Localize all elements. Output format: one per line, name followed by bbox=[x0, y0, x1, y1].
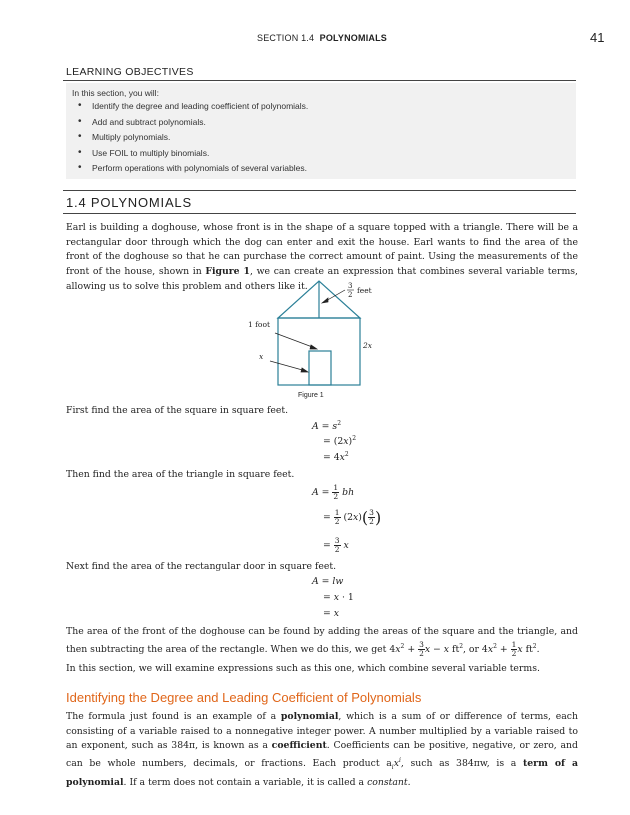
square-eq-2: = $(2x)^2$ bbox=[323, 435, 357, 448]
square-eq-3: = $4x^2$ bbox=[323, 451, 349, 464]
polynomial-paragraph: The formula just found is an example of a polynomial, which is a sum of or difference of terms, each consisting of a variable raised to a nonnegative integer power. A number multiplied by a variable raised to an exponent, such as 384π, is known as a coefficient. Coefficients can be positive, negative, or zero, and can be whole numbers, decimals, or fractions. Each product $a_ix^i$, such as 384πw, is a term of a polynomial. If a term does not contain a variable, it is called a constant. bbox=[66, 711, 578, 788]
figure-caption: Figure 1 bbox=[298, 392, 324, 399]
objective-item: • Multiply polynomials. bbox=[72, 132, 308, 148]
door-eq-3: = x bbox=[323, 608, 339, 619]
subsection-title: Identifying the Degree and Leading Coefficient of Polynomials bbox=[66, 690, 422, 705]
objective-item: • Add and subtract polynomials. bbox=[72, 117, 308, 133]
fig-frac-num: 3 bbox=[348, 282, 353, 290]
door-eq-1: A = lw bbox=[312, 576, 344, 587]
examine-text: In this section, we will examine expressions such as this one, which combine several variable terms. bbox=[66, 663, 540, 674]
square-text: First find the area of the square in square feet. bbox=[66, 405, 289, 416]
triangle-text: Then find the area of the triangle in square feet. bbox=[66, 469, 295, 480]
triangle-eq-2: = $\frac{1}{2}$ (2x)( $\frac{3}{2}$ ) bbox=[323, 508, 382, 527]
fig-label-x: x bbox=[259, 352, 264, 361]
doghouse-figure bbox=[240, 278, 400, 390]
sum-paragraph: The area of the front of the doghouse can be found by adding the areas of the square and the triangle, and then subtracting the area of the rectangle. When we do this, we get $4x^2$ + $\frac{3}{2}$ x − x $ft^2$, or $4x^2$ + $\frac{1}{2}$ x $ft^2$. bbox=[66, 626, 578, 658]
objectives-list bbox=[72, 101, 308, 179]
objective-item: • Perform operations with polynomials of several variables. bbox=[72, 163, 308, 179]
triangle-eq-3: = $\frac{3}{2}$ x bbox=[323, 536, 349, 554]
term-polynomial: polynomial bbox=[280, 711, 339, 722]
square-eq-1: $A = s^2$ bbox=[312, 420, 342, 433]
section-title: 1.4 POLYNOMIALS bbox=[66, 195, 192, 210]
objective-item: • Use FOIL to multiply binomials. bbox=[72, 148, 308, 164]
section-name: POLYNOMIALS bbox=[319, 33, 388, 43]
term-constant: constant bbox=[367, 776, 408, 788]
fig-label-feet: feet bbox=[357, 286, 372, 295]
fig-label-1foot: 1 foot bbox=[248, 320, 270, 329]
section-top-rule bbox=[63, 190, 576, 191]
door-text: Next find the area of the rectangular door in square feet. bbox=[66, 561, 337, 572]
intro-paragraph: Earl is building a doghouse, whose front is in the shape of a square topped with a triangle. There will be a rectangular door through which the dog can enter and exit the house. Earl wants to find the area of the front of the doghouse so that he can purchase the correct amount of paint. Using the measurements of the front of the house, shown in Figure 1, we can create an expression that combines several variable terms, allowing us to solve this problem and others like it. bbox=[66, 222, 578, 292]
term-of-polynomial: term of a polynomial bbox=[66, 758, 578, 788]
triangle-eq-1: A = $\frac{1}{2}$ bh bbox=[312, 483, 355, 501]
page-number: 41 bbox=[590, 30, 605, 45]
running-header bbox=[257, 33, 387, 43]
objectives-title: LEARNING OBJECTIVES bbox=[66, 66, 194, 78]
door-rect bbox=[309, 351, 331, 385]
objective-item: • Identify the degree and leading coefficient of polynomials. bbox=[72, 101, 308, 117]
objectives-intro: In this section, you will: bbox=[72, 88, 159, 98]
term-coefficient: coefficient bbox=[271, 740, 327, 752]
objectives-rule bbox=[63, 80, 576, 81]
section-label: SECTION 1.4 bbox=[257, 33, 315, 43]
section-bottom-rule bbox=[63, 213, 576, 214]
fig-label-2x: 2x bbox=[363, 341, 373, 350]
fig-frac-den: 2 bbox=[348, 291, 353, 299]
door-eq-2: = x · 1 bbox=[323, 592, 354, 603]
figure-ref: Figure 1 bbox=[205, 266, 250, 278]
